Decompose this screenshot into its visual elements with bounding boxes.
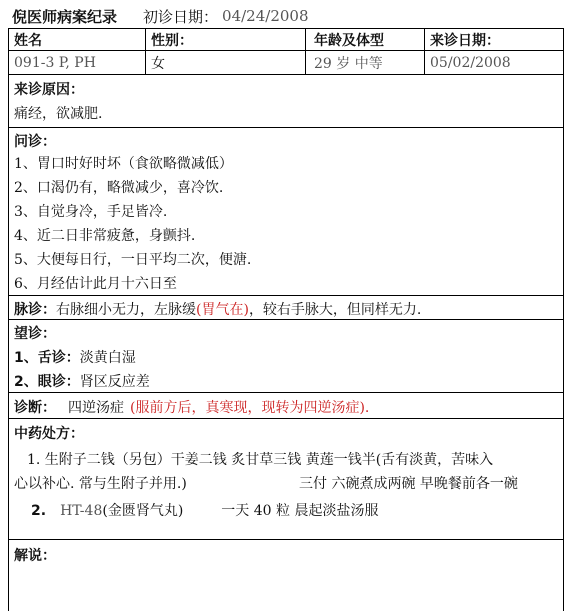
pulse-text: 右脉细小无力，左脉缓 [56,302,196,318]
prescription-item-1-dosage: 三付 六碗煮成两碗 早晚餐前各一碗 [299,476,518,492]
inquiry-item: 2、口渴仍有，略微减少，喜冷饮. [14,180,224,196]
reason-section [9,75,563,128]
prescription-item-1-line-1: 1. 生附子二钱（另包）干姜二钱 炙甘草三钱 黄莲一钱半(舌有淡黄，苦味入 [27,452,494,468]
pulse-label: 脉诊： [14,302,56,318]
first-visit-date: 04/24/2008 [222,7,309,25]
tongue-text: 淡黄白湿 [79,350,136,366]
prescription-item-2-name: (金匮肾气丸) [102,503,184,519]
inquiry-item: 4、近二日非常疲惫，身颤抖. [14,228,196,244]
case-record-table [8,28,564,611]
gender-value: 女 [146,51,306,74]
age-build-value: 29 岁 中等 [306,51,425,74]
inquiry-item: 6、月经估计此月十六日至 [14,276,177,292]
prescription-item-2-number: 2. [31,503,47,519]
diagnosis-label: 诊断： [14,400,56,416]
header-value-row [9,51,563,75]
reason-label: 来诊原因： [14,82,84,98]
observation-label: 望诊： [14,326,56,342]
visit-date-label: 来诊日期： [430,32,500,49]
tongue-line [14,347,136,367]
inquiry-item: 3、自觉身冷，手足皆冷. [14,204,168,220]
prescription-item-1-line-2: 心以补心. 常与生附子并用.) [14,476,187,492]
header-label-row [9,29,563,51]
inquiry-section [9,128,563,296]
prescription-item-2-code: HT-48 [60,503,103,519]
pulse-red-note: (胃气在) [196,302,249,318]
name-label: 姓名 [9,29,146,50]
inquiry-item: 1、胃口时好时坏（食欲略微减低） [14,156,233,172]
diagnosis-line [14,397,369,417]
inquiry-item: 5、大便每日行，一日平均二次，便溏. [14,252,252,268]
diagnosis-red-note: (服前方后，真寒现，现转为四逆汤症). [130,400,370,416]
prescription-item-2 [31,500,378,520]
prescription-section [9,419,563,540]
prescription-item-2-dosage: 一天 40 粒 晨起淡盐汤服 [221,503,379,519]
pulse-line [14,299,421,319]
explanation-section [9,540,563,612]
pulse-text-cont: ，较右手脉大，但同样无力. [248,302,422,318]
visit-date-value: 05/02/2008 [430,54,511,71]
observation-section [9,320,563,393]
pulse-section [9,296,563,320]
reason-text: 痛经，欲减肥. [14,106,103,122]
diagnosis-section [9,393,563,419]
eye-text: 肾区反应差 [79,374,150,390]
first-visit-label: 初诊日期： [143,7,219,26]
eye-label: 2、眼诊： [14,374,80,390]
eye-line [14,371,150,391]
gender-label: 性别： [146,29,306,50]
age-label: 年龄及体型 [306,29,425,50]
diagnosis-text: 四逆汤症 [68,400,124,416]
tongue-label: 1、舌诊： [14,350,80,366]
prescription-label: 中药处方： [14,426,84,442]
explanation-label: 解说： [14,548,56,564]
patient-name-value: 091-3 P, PH [9,51,146,74]
document-title: 倪医师病案纪录 [12,7,118,26]
document-title-line [12,6,309,26]
inquiry-label: 问诊： [14,134,56,150]
